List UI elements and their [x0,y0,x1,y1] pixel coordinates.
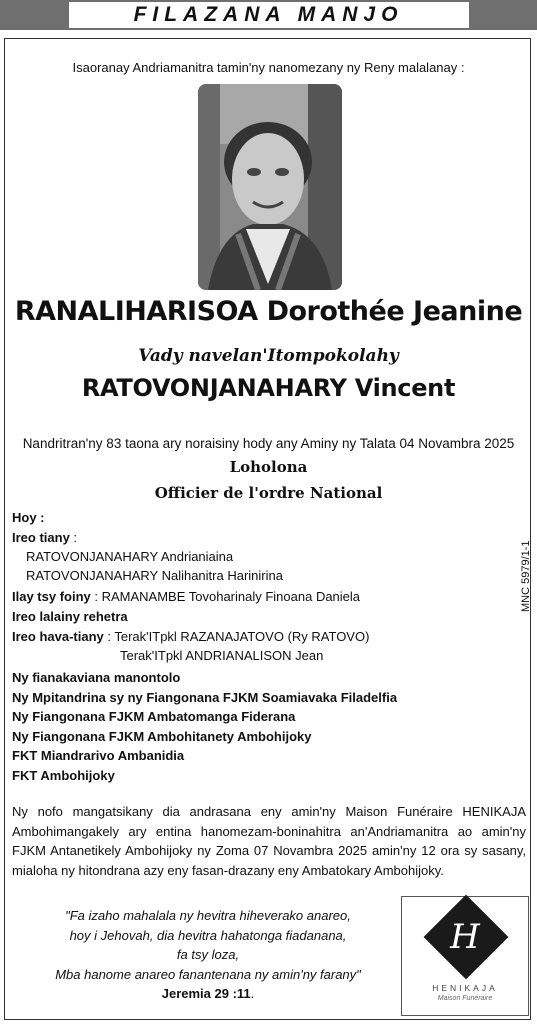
funeral-home-logo [401,896,529,1016]
child-name: RATOVONJANAHARY Nalihanitra Harinirina [26,568,283,583]
cousins-value: : Terak'ITpkl RAZANAJATOVO (Ry RATOVO) [103,629,370,644]
quote-line: hoy i Jehovah, dia hevitra hahatonga fiadanana, [69,927,347,943]
group-line: FKT Miandrarivo Ambanidia [12,748,185,763]
hoy-label: Hoy : [12,510,45,525]
grandchild-line [12,589,360,604]
child-name: RATOVONJANAHARY Andrianiaina [26,549,234,564]
quote-reference-end: . [250,986,255,1001]
cousins-value: Terak'ITpkl ANDRIANALISON Jean [120,648,324,663]
honorific-title: Loholona [229,458,308,476]
quote-reference: Jeremia 29 :11 [161,986,251,1001]
children-heading [12,530,77,545]
logo-letter: H [450,917,480,957]
grandchild-value: : RAMANAMBE Tovoharinaly Finoana Daniela [90,589,361,604]
header-title: FILAZANA MANJO [69,2,469,28]
logo-subtitle: Maison Funéraire [437,995,493,1002]
quote-line: "Fa izaho mahalala ny hevitra hiheverako anareo, [65,908,351,923]
intro-text: Isaoranay Andriamanitra tamin'ny nanomezany ny Reny malalanay : [72,60,465,75]
children-colon: : [69,530,78,545]
reference-code: MNC 5979/1-1 [520,540,532,612]
group-line: FKT Ambohijoky [12,768,115,783]
group-line: Ny Fiangonana FJKM Ambohitanety Ambohijoky [12,729,312,744]
quote-line: Mba hanome anareo fanantenana ny amin'ny farany" [55,966,361,982]
siblings-label: Ireo lalainy rehetra [12,609,128,624]
grandchild-label: Ilay tsy foiny [12,589,91,604]
cousins-line [12,629,369,644]
age-line: Nandritran'ny 83 taona ary noraisiny hody any Aminy ny Talata 04 Novambra 2025 [22,436,515,451]
group-line: Ny Fiangonana FJKM Ambatomanga Fiderana [12,709,296,724]
husband-name: RATOVONJANAHARY Vincent [81,374,456,402]
logo-name: HENIKAJA [432,983,498,993]
children-label: Ireo tiany [12,530,70,545]
widow-of-text: Vady navelan'Itompokolahy [138,346,399,366]
header-bar [0,0,537,30]
deceased-photo [198,84,342,290]
group-line: Ny fianakaviana manontolo [12,670,181,685]
quote-line: fa tsy loza, [176,947,240,962]
bible-quote [18,906,398,1004]
deceased-name: RANALIHARISOA Dorothée Jeanine [14,296,523,327]
funeral-paragraph: Ny nofo mangatsikany dia andrasana eny amin'ny Maison Funéraire HENIKAJA Ambohimangakely ary entina hanomezam-boninahitra an'Andriamanitra ao amin'ny FJKM Antanetikely Ambohijoky ny Zoma 07 Novambra 2025 amin'ny 12 ora sy sasany, mialoha ny hitondrana azy eny fasan-drazany eny Ambatokary Ambohijoky. [12,804,526,878]
honorific-title: Officier de l'ordre National [154,484,383,502]
cousins-label: Ireo hava-tiany [12,629,104,644]
quote-reference-line [18,984,398,1004]
group-line: Ny Mpitandrina sy ny Fiangonana FJKM Soamiavaka Filadelfia [12,690,398,705]
